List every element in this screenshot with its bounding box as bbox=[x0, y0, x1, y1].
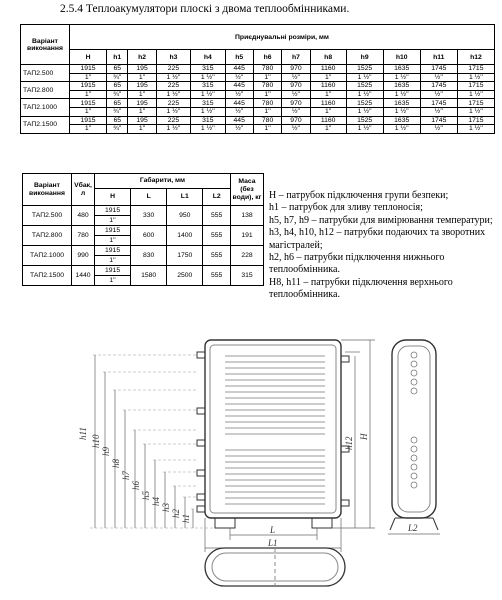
table-cell: ½'' bbox=[225, 73, 253, 82]
table-cell: 1 ½'' bbox=[383, 107, 420, 116]
label-h8: h8 bbox=[111, 459, 121, 468]
table-cell: 1525 bbox=[346, 82, 383, 91]
table-cell: 830 bbox=[131, 246, 167, 266]
table-cell: 1'' bbox=[95, 236, 131, 246]
table-cell: ½'' bbox=[282, 73, 310, 82]
variant-name: ТАП2.500 bbox=[21, 65, 70, 82]
label-h11: h11 bbox=[78, 427, 88, 440]
table-cell: 1'' bbox=[95, 216, 131, 226]
table-cell: 1745 bbox=[420, 82, 457, 91]
table-cell: 1635 bbox=[383, 65, 420, 74]
table-cell: 1 ½'' bbox=[191, 90, 225, 99]
table-cell: 1715 bbox=[457, 65, 494, 74]
column-header: h7 bbox=[282, 50, 310, 65]
table-cell: 315 bbox=[231, 266, 264, 286]
sub-header: L bbox=[131, 189, 167, 206]
table-cell: 65 bbox=[107, 116, 128, 125]
column-header: h11 bbox=[420, 50, 457, 65]
table-cell: ½'' bbox=[225, 107, 253, 116]
table-cell: 1715 bbox=[457, 116, 494, 125]
upper-coil bbox=[225, 356, 325, 434]
table-cell: 555 bbox=[203, 226, 231, 246]
table-cell: 1 ½'' bbox=[346, 90, 383, 99]
label-h3: h3 bbox=[161, 503, 171, 512]
table-cell: 1915 bbox=[70, 65, 107, 74]
table-cell: ¾'' bbox=[107, 90, 128, 99]
table-cell: 1915 bbox=[95, 206, 131, 216]
tank-inner-outline bbox=[210, 345, 336, 513]
label-h4: h4 bbox=[151, 497, 161, 506]
table-cell: 970 bbox=[282, 116, 310, 125]
table-cell: 445 bbox=[225, 99, 253, 108]
label-h7: h7 bbox=[121, 471, 131, 480]
lower-coil bbox=[225, 450, 325, 504]
table-cell: 1 ½'' bbox=[156, 73, 190, 82]
table-cell: 780 bbox=[253, 99, 281, 108]
column-header: h9 bbox=[346, 50, 383, 65]
table-cell: 1 ½'' bbox=[191, 125, 225, 134]
sub-header: H bbox=[95, 189, 131, 206]
table-cell: 1'' bbox=[95, 276, 131, 286]
table-cell: ½'' bbox=[225, 90, 253, 99]
column-header: h1 bbox=[107, 50, 128, 65]
table-cell: ½'' bbox=[282, 125, 310, 134]
table-cell: 1 ½'' bbox=[383, 73, 420, 82]
table-cell: 1'' bbox=[70, 90, 107, 99]
table-cell: 1'' bbox=[128, 125, 156, 134]
label-h5: h5 bbox=[141, 491, 151, 500]
table-cell: 1715 bbox=[457, 82, 494, 91]
table-cell: 1160 bbox=[310, 65, 346, 74]
table-cell: 445 bbox=[225, 116, 253, 125]
left-nozzles bbox=[197, 352, 349, 512]
table-cell: 1715 bbox=[457, 99, 494, 108]
table-cell: ½'' bbox=[225, 125, 253, 134]
table-cell: 195 bbox=[128, 65, 156, 74]
table-cell: 228 bbox=[231, 246, 264, 266]
table-cell: 1'' bbox=[310, 107, 346, 116]
table-cell: 1'' bbox=[253, 125, 281, 134]
variant-name: ТАП2.1000 bbox=[21, 99, 70, 116]
table-cell: 1'' bbox=[70, 73, 107, 82]
label-L1: L1 bbox=[268, 538, 278, 548]
table-cell: 225 bbox=[156, 65, 190, 74]
group-header: Приєднувальні розміри, мм bbox=[70, 25, 495, 50]
label-H: H bbox=[359, 433, 369, 440]
table-cell: 195 bbox=[128, 82, 156, 91]
table-cell: 65 bbox=[107, 65, 128, 74]
table-cell: 225 bbox=[156, 99, 190, 108]
label-h9: h9 bbox=[101, 447, 111, 456]
variant-name: ТАП2.1500 bbox=[21, 116, 70, 133]
dimension-verticals-left bbox=[95, 355, 193, 528]
table-cell: 1 ½'' bbox=[156, 125, 190, 134]
table-cell: 1'' bbox=[310, 73, 346, 82]
label-h2: h2 bbox=[171, 509, 181, 518]
table-cell: 1 ½'' bbox=[457, 107, 494, 116]
table-cell: 1915 bbox=[95, 246, 131, 256]
table-cell: 1 ½'' bbox=[457, 90, 494, 99]
legend-line: h1 – патрубок для зливу теплоносія; bbox=[269, 202, 423, 214]
table-cell: 225 bbox=[156, 82, 190, 91]
table-cell: 195 bbox=[128, 99, 156, 108]
gabarit-header: Габарити, мм bbox=[95, 174, 231, 189]
sub-header: L1 bbox=[167, 189, 203, 206]
column-header: h10 bbox=[383, 50, 420, 65]
table-cell: 555 bbox=[203, 266, 231, 286]
table-cell: 195 bbox=[128, 116, 156, 125]
table-cell: 1525 bbox=[346, 99, 383, 108]
table-cell: 1400 bbox=[167, 226, 203, 246]
column-header: h12 bbox=[457, 50, 494, 65]
table-cell: ½'' bbox=[420, 73, 457, 82]
legend-line: H – патрубок підключення групи безпеки; bbox=[269, 190, 449, 201]
sub-header: L2 bbox=[203, 189, 231, 206]
table-cell: 1'' bbox=[310, 125, 346, 134]
table-cell: 1915 bbox=[95, 266, 131, 276]
table-cell: 1 ½'' bbox=[383, 125, 420, 134]
table-cell: 1 ½'' bbox=[191, 107, 225, 116]
table-cell: 970 bbox=[282, 65, 310, 74]
column-header: h5 bbox=[225, 50, 253, 65]
table-cell: 2500 bbox=[167, 266, 203, 286]
mass-header: Маса (без води), кг bbox=[231, 174, 264, 206]
table-cell: 1 ½'' bbox=[457, 73, 494, 82]
table-cell: ½'' bbox=[282, 107, 310, 116]
table-cell: 65 bbox=[107, 99, 128, 108]
tank-leg-left bbox=[215, 518, 235, 528]
column-header: h3 bbox=[156, 50, 190, 65]
table-cell: 1 ½'' bbox=[457, 125, 494, 134]
table-cell: 1'' bbox=[253, 107, 281, 116]
table-cell: ¾'' bbox=[107, 125, 128, 134]
table-cell: ТАП2.500 bbox=[23, 206, 72, 226]
table-cell: ½'' bbox=[420, 125, 457, 134]
table-cell: 315 bbox=[191, 65, 225, 74]
table-cell: 191 bbox=[231, 226, 264, 246]
table-cell: 1 ½'' bbox=[156, 90, 190, 99]
column-header: h8 bbox=[310, 50, 346, 65]
column-header: h6 bbox=[253, 50, 281, 65]
table-cell: 1'' bbox=[253, 73, 281, 82]
table-cell: 1'' bbox=[95, 256, 131, 266]
table-cell: 138 bbox=[231, 206, 264, 226]
table-cell: 1915 bbox=[70, 99, 107, 108]
page-title: 2.5.4 Теплоакумулятори плоскі з двома теплообмінниками. bbox=[60, 3, 350, 15]
table-cell: 1745 bbox=[420, 65, 457, 74]
table-cell: 1635 bbox=[383, 99, 420, 108]
table-cell: ½'' bbox=[420, 107, 457, 116]
table-cell: ТАП2.1000 bbox=[23, 246, 72, 266]
table-cell: 1'' bbox=[70, 125, 107, 134]
table-cell: ½'' bbox=[282, 90, 310, 99]
table-cell: 1915 bbox=[70, 82, 107, 91]
table-cell: 1'' bbox=[70, 107, 107, 116]
table-cell: 990 bbox=[72, 246, 95, 266]
table-cell: 555 bbox=[203, 246, 231, 266]
tank-leg-right bbox=[312, 518, 332, 528]
column-header: h2 bbox=[128, 50, 156, 65]
table-cell: 1635 bbox=[383, 116, 420, 125]
label-h1: h1 bbox=[181, 514, 191, 523]
table-cell: 780 bbox=[72, 226, 95, 246]
variant-name: ТАП2.800 bbox=[21, 82, 70, 99]
label-h12: h12 bbox=[344, 436, 354, 450]
table-cell: ¾'' bbox=[107, 73, 128, 82]
table-cell: ½'' bbox=[420, 90, 457, 99]
table-cell: 480 bbox=[72, 206, 95, 226]
table-cell: 1160 bbox=[310, 99, 346, 108]
table-cell: 315 bbox=[191, 116, 225, 125]
table-cell: 1 ½'' bbox=[156, 107, 190, 116]
table-cell: 970 bbox=[282, 82, 310, 91]
legend-line: h2, h6 – патрубки підключення нижнього теплообмінника. bbox=[269, 252, 445, 276]
table-cell: 1635 bbox=[383, 82, 420, 91]
table-cell: 1 ½'' bbox=[346, 107, 383, 116]
table-cell: 1525 bbox=[346, 65, 383, 74]
label-L: L bbox=[270, 525, 276, 535]
table-cell: 445 bbox=[225, 82, 253, 91]
tank-front-outline bbox=[205, 340, 341, 518]
table-cell: 1440 bbox=[72, 266, 95, 286]
table-cell: 1 ½'' bbox=[383, 90, 420, 99]
table-cell: ТАП2.1500 bbox=[23, 266, 72, 286]
table-cell: 1525 bbox=[346, 116, 383, 125]
table-cell: 1915 bbox=[95, 226, 131, 236]
table-cell: 1750 bbox=[167, 246, 203, 266]
legend-line: h3, h4, h10, h12 – патрубки подаючих та зворотних магістралей; bbox=[269, 227, 486, 251]
table-cell: 1'' bbox=[310, 90, 346, 99]
volume-header: Vбак, л bbox=[72, 174, 95, 206]
label-h10: h10 bbox=[91, 434, 101, 448]
tank-top-view bbox=[205, 548, 345, 586]
table-cell: 330 bbox=[131, 206, 167, 226]
table-cell: 65 bbox=[107, 82, 128, 91]
table-cell: ТАП2.800 bbox=[23, 226, 72, 246]
table-cell: 1'' bbox=[128, 90, 156, 99]
table-cell: 950 bbox=[167, 206, 203, 226]
table-cell: ¾'' bbox=[107, 107, 128, 116]
table-cell: 445 bbox=[225, 65, 253, 74]
table-cell: 555 bbox=[203, 206, 231, 226]
side-coils bbox=[411, 352, 417, 488]
legend-line: h5, h7, h9 – патрубки для вимірювання температури; bbox=[269, 214, 493, 226]
table-cell: 1160 bbox=[310, 82, 346, 91]
table-cell: 780 bbox=[253, 65, 281, 74]
table-cell: 970 bbox=[282, 99, 310, 108]
table-cell: 780 bbox=[253, 82, 281, 91]
table-cell: 1 ½'' bbox=[346, 73, 383, 82]
tank-side-inner bbox=[398, 346, 430, 512]
table-cell: 1 ½'' bbox=[346, 125, 383, 134]
table-cell: 315 bbox=[191, 99, 225, 108]
table-cell: 1160 bbox=[310, 116, 346, 125]
table-cell: 1 ½'' bbox=[191, 73, 225, 82]
table-cell: 1'' bbox=[128, 107, 156, 116]
table-cell: 1915 bbox=[70, 116, 107, 125]
table-cell: 1'' bbox=[253, 90, 281, 99]
legend-line: H8, h11 – патрубки підключення верхнього теплообмінника. bbox=[269, 276, 453, 301]
column-header: h4 bbox=[191, 50, 225, 65]
table-cell: 1745 bbox=[420, 116, 457, 125]
table-cell: 1'' bbox=[128, 73, 156, 82]
table-cell: 1745 bbox=[420, 99, 457, 108]
column-header: H bbox=[70, 50, 107, 65]
table-cell: 1580 bbox=[131, 266, 167, 286]
variant-header: Варіант виконання bbox=[21, 25, 70, 65]
label-h6: h6 bbox=[131, 481, 141, 490]
table-cell: 315 bbox=[191, 82, 225, 91]
table-cell: 600 bbox=[131, 226, 167, 246]
table-cell: 780 bbox=[253, 116, 281, 125]
variant-header-2: Варіант виконання bbox=[23, 174, 72, 206]
label-L2: L2 bbox=[408, 523, 418, 533]
table-cell: 225 bbox=[156, 116, 190, 125]
